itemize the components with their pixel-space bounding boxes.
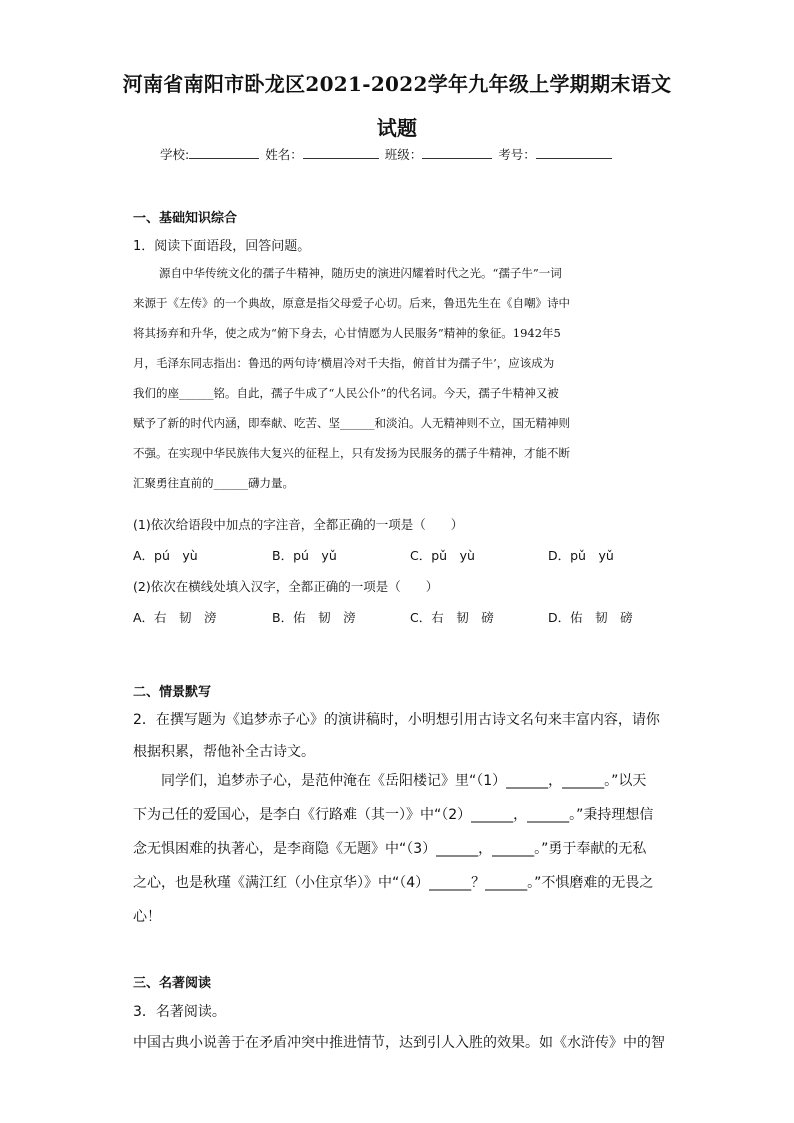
passage-line: 不强。在实现中华民族伟大复兴的征程上，只有发扬为民服务的孺子牛精神，才能不断 [133, 446, 570, 460]
dictation-line: 同学们，追梦赤子心，是范仲淹在《岳阳楼记》里“（1）______，______。”以天 [133, 773, 647, 789]
option-a[interactable]: A．pú yù [133, 548, 198, 563]
passage-line: 月，毛泽东同志指出：鲁迅的两句诗‘横眉冷对千夫指，俯首甘为孺子牛’，应该成为 [133, 356, 555, 370]
question-3: 3．名著阅读。 [133, 1004, 226, 1020]
passage-line: 我们的座______铭。自此，孺子牛成了“人民公仆”的代名词。今天，孺子牛精神又被 [133, 386, 559, 400]
class-label: 班级： [384, 147, 423, 162]
passage-line: 汇聚勇往直前的______礴力量。 [133, 476, 294, 490]
option-c[interactable]: C．pǔ yù [410, 548, 475, 563]
exam-no-blank[interactable] [536, 144, 612, 159]
sub-question-1: (1)依次给语段中加点的字注音，全都正确的一项是（ ） [133, 517, 464, 532]
question-1: 1．阅读下面语段，回答问题。 [133, 239, 311, 254]
dictation-line: 心！ [133, 909, 161, 925]
name-label: 姓名： [265, 147, 303, 162]
dictation-line: 下为己任的爱国心，是李白《行路难（其一）》中“（2）______，______。”秉持理想信 [133, 807, 654, 823]
section-heading-1: 一、基础知识综合 [133, 211, 238, 226]
passage-line: 将其扬弃和升华，使之成为“俯下身去，心甘情愿为人民服务”精神的象征。1942年5 [133, 326, 561, 340]
student-info-row [160, 144, 614, 163]
class-blank[interactable] [422, 144, 492, 159]
classic-reading-line: 中国古典小说善于在矛盾冲突中推进情节，达到引人入胜的效果。如《水浒传》中的智 [133, 1035, 665, 1051]
sub-question-2: (2)依次在横线处填入汉字，全都正确的一项是（ ） [133, 579, 439, 594]
option-d[interactable]: D．佑 韧 磅 [548, 610, 633, 625]
passage-line: 来源于《左传》的一个典故，原意是指父母爱子心切。后来，鲁迅先生在《自嘲》诗中 [133, 296, 570, 310]
question-2-line: 2．在撰写题为《追梦赤子心》的演讲稿时，小明想引用古诗文名句来丰富内容，请你 [133, 712, 660, 728]
option-a[interactable]: A．右 韧 滂 [133, 610, 217, 625]
question-2-line: 根据积累，帮他补全古诗文。 [133, 744, 315, 760]
section-heading-2: 二、情景默写 [133, 685, 212, 700]
school-label: 学校: [160, 147, 190, 162]
name-blank[interactable] [303, 144, 379, 159]
exam-no-label: 考号： [498, 147, 536, 162]
option-b[interactable]: B．pú yǔ [272, 548, 337, 563]
exam-title-line1: 河南省南阳市卧龙区2021-2022学年九年级上学期期末语文 [122, 72, 672, 96]
option-d[interactable]: D．pǔ yǔ [548, 548, 614, 563]
school-blank[interactable] [189, 144, 259, 159]
option-c[interactable]: C．右 韧 磅 [410, 610, 494, 625]
dictation-line: 念无惧困难的执著心，是李商隐《无题》中“（3）______，______。”勇于奉献的无私 [133, 841, 647, 857]
dictation-line: 之心，也是秋瑾《满江红（小住京华）》中“（4）______？______。”不惧磨难的无畏之 [133, 875, 654, 891]
passage-line: 源自中华传统文化的孺子牛精神，随历史的演进闪耀着时代之光。“孺子牛”一词 [159, 266, 562, 280]
passage-line: 赋予了新的时代内涵，即奉献、吃苦、坚______和淡泊。人无精神则不立，国无精神则 [133, 416, 570, 430]
option-b[interactable]: B．佑 韧 滂 [272, 610, 356, 625]
section-heading-3: 三、名著阅读 [133, 976, 212, 991]
exam-title-line2: 试题 [376, 116, 418, 140]
